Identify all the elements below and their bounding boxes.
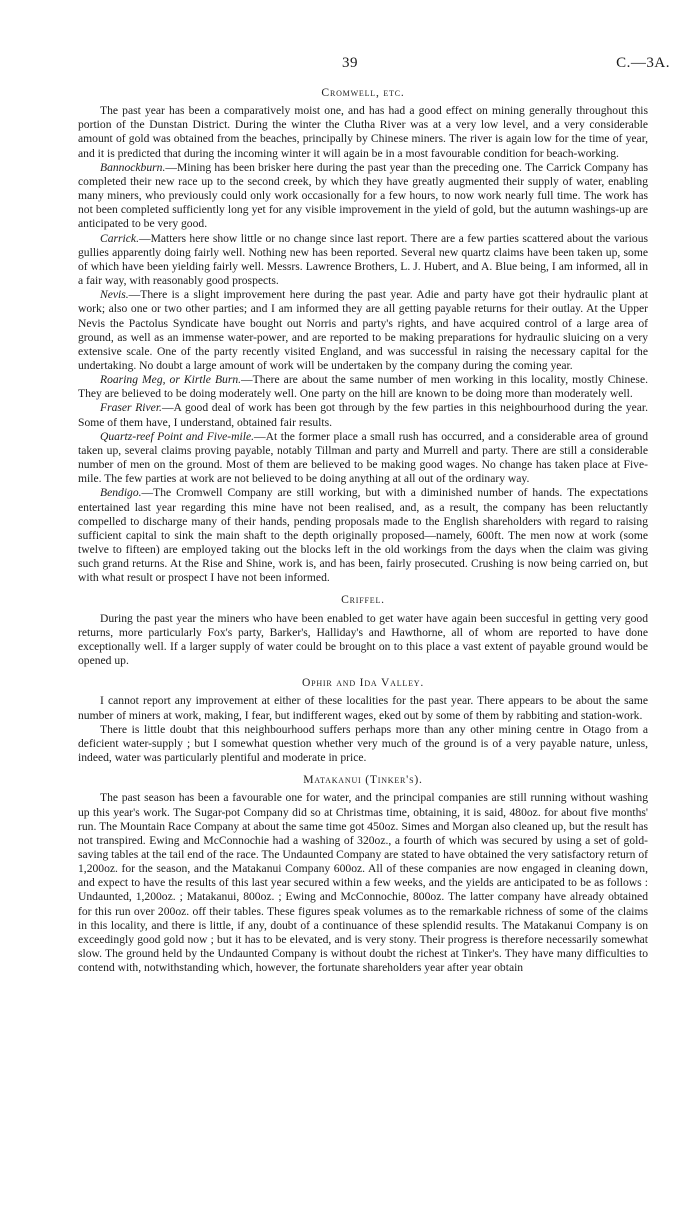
document-reference: C.—3A.	[616, 55, 670, 71]
paragraph-quartz-reef-point: Quartz-reef Point and Five-mile.—At the former place a small rush has occurred, and a considerable area of ground taken up, several claims proving payable, notably Tillman and party and Murrell and party. There are still a considerable number of men on the ground. Most of them are believed to be making good wages. No change has taken place at Five-mile. The few parties at work are not believed to be doing anything at all out of the ordinary way.	[78, 429, 649, 486]
subheading: Roaring Meg, or Kirtle Burn.	[100, 373, 242, 387]
paragraph: The past year has been a comparatively moist one, and has had a good effect on mining generally throughout this portion of the Dunstan District. During the winter the Clutha River was at a very low level, and a very considerable amount of gold was obtained from the beaches, principally by Chinese miners. The river is again low for the time of year, and it is predicted that during the incoming winter it will again be in a most favourable condition for beach-working.	[78, 104, 648, 160]
paragraph-fraser-river: Fraser River.—A good deal of work has been got through by the few parties in this neighbourhood during the year. Some of them have, I understand, obtained fair results.	[78, 401, 648, 429]
paragraph-bendigo: Bendigo.—The Cromwell Company are still working, but with a diminished number of hands. The expectations entertained last year regarding this mine have not been realised, and, as a result, the company has been reluctantly compelled to discharge many of their hands, pending proposals made to the English shareholders with regard to raising sufficient capital to sink the main shaft to the depth originally proposed—namely, 600ft. The men now at work (some twelve to fifteen) are employed taking out the blocks left in the old workings from the days when the claim was giving such grand returns. At the Rise and Shine, work is, and has been, fairly prosecuted. Crushing is now being carried on, but with what result or prospect I have not been informed.	[78, 486, 648, 585]
subheading: Bannockburn.	[100, 160, 166, 174]
section-title-criffel: Criffel.	[341, 593, 385, 607]
section-title-ophir: Ophir and Ida Valley.	[301, 676, 425, 690]
paragraph: The past season has been a favourable one for water, and the principal companies are still running without washing up this year's work. The Sugar-pot Company did so at Christmas time, obtaining, it is said, 480oz. for about five months' run. The Mountain Race Company at about the same time got 450oz. Simes and Morgan also cleaned up, but the result has not transpired. Ewing and McConnochie had a washing of 320oz., a fourth of which was secured by using a set of gold-saving tables at the tail end of the race. The Undaunted Company are stated to have obtained the very satisfactory return of 1,200oz. for the season, and the Matakanui Company 600oz. All of these companies are now engaged in cleaning down, and expect to have the results of this last year secured within a few weeks, and the yields are anticipated to be as follows : Undaunted, 1,200oz. ; Matakanui, 800oz. ; Ewing and McConnochie, 800oz. The latter company have already obtained for this run over 200oz. off their tables. These figures speak volumes as to the remarkable richness of some of the claims in this locality, and there is little, if any, doubt of a continuance of these splendid results. The Matakanui Company is on exceedingly good gold now ; but it has to be elevated, and is very stony. Their progress is therefore necessarily somewhat slow. The ground held by the Undaunted Company is without doubt the richest at Tinker's. They have many difficulties to contend with, notwithstanding which, however, the fortunate shareholders year after year obtain	[78, 791, 648, 975]
paragraph: I cannot report any improvement at either of these localities for the past year. There appears to be about the same number of miners at work, making, I fear, but indifferent wages, eked out by some of them by rabbiting and station-work.	[78, 694, 648, 722]
section-title-cromwell: Cromwell, etc.	[321, 86, 405, 99]
paragraph-nevis: Nevis.—There is a slight improvement here during the past year. Adie and party have got their hydraulic plant at work; also one or two other parties; and I am informed they are all getting payable returns for their outlay. At the Upper Nevis the Pactolus Syndicate have bought out Norris and party's rights, and have acquired control of a large area of ground, as well as an immense water-power, and are reported to be making preparations for hydraulic sluicing on a very extensive scale. One of the party recently visited England, and was successful in raising the necessary capital for the undertaking. No doubt a large amount of work will be undertaken by the company during the coming year.	[78, 288, 648, 372]
paragraph: During the past year the miners who have been enabled to get water have again been succesful in getting very good returns, more particularly Fox's party, Barker's, Halliday's and Hawthorne, all of whom are reported to have done exceptionally well. If a larger supply of water could be brought on to this place a vast extent of payable ground would be opened up.	[78, 611, 648, 668]
subheading: Carrick.	[100, 231, 139, 245]
subheading: Nevis.	[100, 288, 129, 302]
subheading: Fraser River.	[100, 401, 162, 415]
section-title-matakanui: Matakanui (Tinker's).	[303, 773, 423, 787]
paragraph-bannockburn: Bannockburn.—Mining has been brisker here during the past year than the preceding one. The Carrick Company has completed their new race up to the second creek, by which they have greatly augmented their supply of water, enabling many miners, who previously could only work occasionally for a few hours, to now work nearly full time. The work has not been completed sufficiently long yet for any visible improvement in the yield of gold, but the autumn washings-up are anticipated to be very good.	[78, 160, 648, 231]
paragraph: There is little doubt that this neighbourhood suffers perhaps more than any other mining centre in Otago from a deficient water-supply ; but I somewhat question whether very much of the ground is of a very payable nature, unless, indeed, water was particularly plentiful and moderate in price.	[78, 722, 648, 765]
paragraph-roaring-meg: Roaring Meg, or Kirtle Burn.—There are about the same number of men working in this locality, mostly Chinese. They are believed to be doing moderately well. One party on the hill are known to be doing more than moderately well.	[78, 373, 648, 401]
subheading: Quartz-reef Point and Five-mile.	[100, 429, 255, 443]
page-number: 39	[342, 55, 358, 71]
subheading: Bendigo.	[100, 486, 142, 500]
paragraph-carrick: Carrick.—Matters here show little or no change since last report. There are a few parties scattered about the various gullies apparently doing fairly well. Nothing new has been reported. Several new quartz claims have been taken up, some of which have been yielding fairly well. Messrs. Lawrence Brothers, L. J. Hubert, and A. Blue being, I am informed, all in a fair way, with reasonably good prospects.	[78, 231, 648, 288]
